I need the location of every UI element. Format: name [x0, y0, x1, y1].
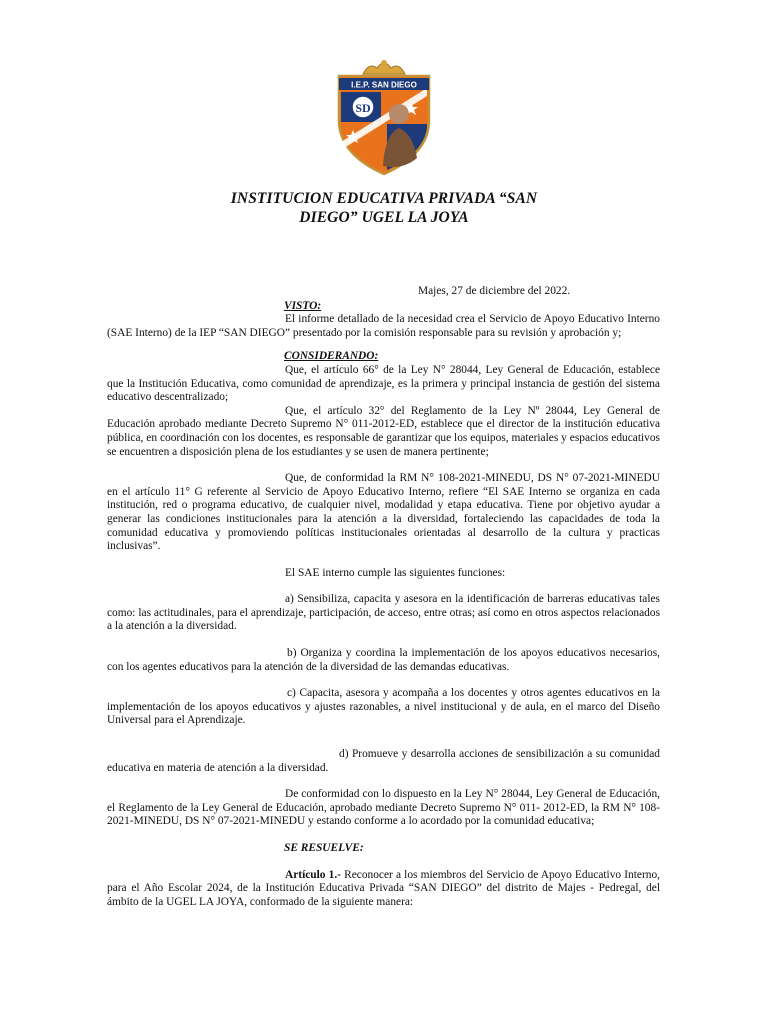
document-title	[200, 189, 568, 227]
article-1-label: Artículo 1.-	[285, 868, 341, 881]
title-line-2: DIEGO” UGEL LA JOYA	[299, 209, 469, 226]
function-c: c) Capacita, asesora y acompaña a los docentes y otros agentes educativos en la implementación de los apoyos educativos y ajustes razonables, a nivel institucional y de aula, en el marco del Diseño Universal para el Aprendizaje.	[107, 687, 660, 727]
considerando-paragraph-5: De conformidad con lo dispuesto en la Ley N° 28044, Ley General de Educación, el Reglamento de la Ley General de Educación, aprobado mediante Decreto Supremo N° 011- 2012-ED, la RM N° 108-2021-MINEDU, DS N° 07-2021-MINEDU y estando conforme a lo acordado por la comunidad educativa;	[107, 788, 660, 828]
document-date: Majes, 27 de diciembre del 2022.	[418, 285, 571, 297]
title-line-1: INSTITUCION EDUCATIVA PRIVADA “SAN	[230, 190, 538, 207]
school-crest-logo	[333, 58, 435, 176]
visto-heading: VISTO:	[284, 299, 322, 312]
article-1-text: Reconocer a los miembros del Servicio de Apoyo Educativo Interno, para el Año Escolar 2024, de la Institución Educativa Privada “SAN DIEGO” del distrito de Majes - Pedregal, del ámbito de la UGEL LA JOYA, conformado de la siguiente manera:	[107, 868, 660, 908]
function-b: b) Organiza y coordina la implementación de los apoyos educativos necesarios, con los agentes educativos para la atención de la diversidad de las demandas educativas.	[107, 647, 660, 673]
crest-banner-text: I.E.P. SAN DIEGO	[351, 80, 417, 90]
function-a: a) Sensibiliza, capacita y asesora en la identificación de barreras educativas tales como: las actitudinales, para el aprendizaje, participación, de acceso, entre otras; así como en otros aspectos relacionados a la atención a la diversidad.	[107, 593, 660, 633]
considerando-paragraph-2: Que, el artículo 32° del Reglamento de la Ley Nº 28044, Ley General de Educación aprobado mediante Decreto Supremo N° 011-2012-ED, establece que el director de la institución educativa pública, en coordinación con los docentes, es responsable de garantizar que los equipos, materiales y espacios educativos se encuentren a disposición plena de los estudiantes y se usen de manera pertinente;	[107, 404, 660, 458]
considerando-paragraph-1: Que, el artículo 66° de la Ley N° 28044, Ley General de Educación, establece que la Institución Educativa, como comunidad de aprendizaje, es la primera y principal instancia de gestión del sistema educativo descentralizado;	[107, 363, 660, 404]
considerando-paragraph-4: El SAE interno cumple las siguientes funciones:	[285, 566, 506, 579]
considerando-paragraph-3: Que, de conformidad la RM N° 108-2021-MINEDU, DS N° 07-2021-MINEDU en el artículo 11° G referente al Servicio de Apoyo Educativo Interno, refiere “El SAE Interno se organiza en cada institución, red o programa educativo, de cualquier nivel, modalidad y etapa educativa. Tiene por objetivo ayudar a generar las condiciones institucionales para la atención a la diversidad, fortaleciendo las capacidades de toda la comunidad educativa y promoviendo políticas institucionales orientadas al desarrollo de la cultura y practicas inclusivas”.	[107, 472, 660, 553]
resuelve-heading: SE RESUELVE:	[284, 842, 364, 854]
visto-paragraph: El informe detallado de la necesidad crea el Servicio de Apoyo Educativo Interno (SAE Interno) de la IEP “SAN DIEGO” presentado por la comisión responsable para su revisión y aprobación y;	[107, 313, 660, 339]
function-d: d) Promueve y desarrolla acciones de sensibilización a su comunidad educativa en materia de atención a la diversidad.	[107, 748, 660, 774]
considerando-heading: CONSIDERANDO:	[284, 350, 379, 363]
crest-monogram: SD	[355, 101, 371, 115]
document-body	[107, 285, 660, 909]
article-1-paragraph	[107, 869, 660, 910]
